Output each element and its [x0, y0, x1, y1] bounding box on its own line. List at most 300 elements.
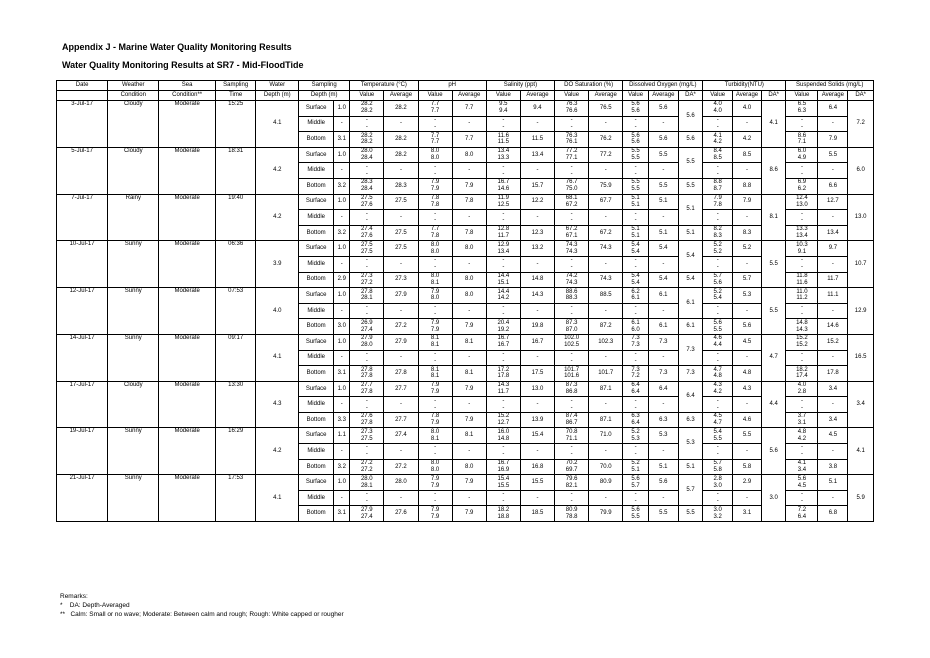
ph-value	[418, 381, 452, 397]
temperature-value	[350, 225, 384, 241]
salinity-value-reading: 11.7	[497, 233, 509, 240]
ph-value	[418, 116, 452, 132]
ph-average: 7.9	[452, 506, 486, 522]
turbidity-value	[703, 132, 733, 148]
suspended-solids-value-reading: 7.1	[797, 139, 807, 146]
sampling-level-cell: Surface	[299, 334, 334, 350]
suspended-solids-value-reading: 6.2	[797, 186, 807, 193]
ph-value-reading: -	[434, 304, 437, 311]
temperature-value	[350, 101, 384, 117]
do-saturation-value	[555, 381, 589, 397]
do-saturation-value-reading: -	[570, 350, 573, 357]
turbidity-value	[703, 163, 733, 179]
sea-condition-cell: Moderate	[159, 334, 216, 381]
temperature-average: -	[384, 116, 418, 132]
suspended-solids-value-reading: 7.2	[797, 506, 807, 513]
dissolved-oxygen-da: 5.5	[678, 147, 703, 178]
sampling-depth-cell: 1.0	[334, 381, 350, 397]
temperature-average: 27.8	[384, 366, 418, 382]
ph-average: 8.1	[452, 366, 486, 382]
turbidity-da: 4.4	[761, 381, 786, 428]
suspended-solids-value-reading: 13.3	[796, 226, 808, 233]
temperature-value	[350, 303, 384, 319]
do-saturation-average: 76.2	[589, 132, 623, 148]
turbidity-value-reading: 5.2	[713, 288, 722, 295]
salinity-value-reading: 14.6	[497, 186, 510, 193]
salinity-value-reading: 12.8	[497, 226, 510, 233]
do-saturation-value-reading: 74.3	[565, 241, 578, 248]
sampling-depth-cell: 1.0	[334, 475, 350, 491]
turbidity-value-reading: 3.0	[713, 482, 722, 489]
turbidity-average: -	[733, 210, 762, 226]
turbidity-average: 4.5	[733, 334, 762, 350]
header-suspended-solids: Suspended Solids (mg/L)	[786, 81, 874, 91]
header-average: Average	[452, 91, 486, 101]
turbidity-value-reading: 2.8	[713, 475, 722, 482]
salinity-value-reading: -	[502, 444, 505, 451]
salinity-value-reading: -	[502, 491, 505, 498]
do-saturation-value-reading: 74.3	[565, 248, 578, 255]
turbidity-value-reading: -	[716, 217, 719, 224]
ph-value	[418, 303, 452, 319]
water-depth-cell: 4.2	[256, 194, 299, 241]
temperature-value	[350, 334, 384, 350]
turbidity-da: 4.7	[761, 334, 786, 381]
salinity-average: -	[520, 163, 554, 179]
do-saturation-value-reading: -	[570, 404, 573, 411]
date-cell: 17-Jul-17	[57, 381, 108, 428]
turbidity-value-reading: -	[716, 257, 719, 264]
temperature-average: 27.5	[384, 241, 418, 257]
sampling-level-cell: Middle	[299, 210, 334, 226]
salinity-value-reading: 17.8	[497, 373, 510, 380]
suspended-solids-value	[786, 272, 818, 288]
dissolved-oxygen-value	[623, 225, 649, 241]
temperature-value	[350, 444, 384, 460]
table-row	[57, 334, 874, 350]
ph-value	[418, 475, 452, 491]
ph-value-reading: 7.9	[430, 475, 440, 482]
salinity-value-reading: -	[502, 498, 505, 505]
temperature-average: 27.6	[384, 506, 418, 522]
ph-value	[418, 241, 452, 257]
ph-value-reading: 7.8	[430, 233, 440, 240]
turbidity-value-reading: 8.4	[713, 148, 722, 155]
suspended-solids-value-reading: -	[800, 397, 803, 404]
turbidity-da: 8.1	[761, 194, 786, 241]
turbidity-average: 4.8	[733, 366, 762, 382]
do-saturation-value-reading: 67.1	[565, 233, 578, 240]
temperature-value	[350, 412, 384, 428]
dissolved-oxygen-da: 5.6	[678, 101, 703, 132]
water-depth-cell: 4.3	[256, 381, 299, 428]
salinity-value-reading: -	[502, 304, 505, 311]
ph-value-reading: -	[434, 491, 437, 498]
turbidity-value-reading: 8.7	[713, 186, 722, 193]
turbidity-average: -	[733, 350, 762, 366]
salinity-value-reading: -	[502, 117, 505, 123]
dissolved-oxygen-da: 6.1	[678, 319, 703, 335]
suspended-solids-value	[786, 334, 818, 350]
sampling-depth-cell: 2.9	[334, 272, 350, 288]
suspended-solids-value-reading: 11.6	[796, 279, 808, 286]
turbidity-value-reading: 4.5	[713, 413, 722, 420]
ph-value-reading: -	[434, 117, 437, 123]
ph-value-reading: -	[434, 498, 437, 505]
turbidity-value-reading: -	[716, 210, 719, 217]
suspended-solids-value	[786, 225, 818, 241]
temperature-value-reading: 28.2	[360, 108, 373, 115]
ph-value-reading: -	[434, 123, 437, 130]
do-saturation-value-reading: 87.3	[565, 382, 578, 389]
turbidity-average: 4.6	[733, 412, 762, 428]
dissolved-oxygen-value-reading: 6.2	[631, 288, 640, 295]
turbidity-value	[703, 241, 733, 257]
turbidity-value-reading: 4.4	[713, 342, 722, 349]
do-saturation-value-reading: -	[570, 357, 573, 364]
salinity-value-reading: 11.7	[497, 388, 509, 395]
ph-average: -	[452, 490, 486, 506]
dissolved-oxygen-da: 5.7	[678, 475, 703, 506]
turbidity-value-reading: 5.6	[713, 319, 722, 326]
dissolved-oxygen-da: 5.1	[678, 194, 703, 225]
salinity-average: -	[520, 397, 554, 413]
temperature-value	[350, 272, 384, 288]
table-row	[57, 381, 874, 397]
salinity-average: 15.7	[520, 178, 554, 194]
salinity-average: -	[520, 256, 554, 272]
do-saturation-value-reading: 102.0	[564, 335, 580, 342]
turbidity-value-reading: 8.5	[713, 155, 722, 162]
temperature-average: 27.7	[384, 412, 418, 428]
salinity-value	[486, 319, 520, 335]
turbidity-value	[703, 350, 733, 366]
table-row	[57, 475, 874, 491]
weather-cell: Sunny	[108, 288, 159, 335]
do-saturation-value-reading: -	[570, 498, 573, 505]
do-saturation-value-reading: 74.2	[565, 272, 578, 279]
ph-average: 7.7	[452, 132, 486, 148]
ph-value	[418, 366, 452, 382]
dissolved-oxygen-da: 5.1	[678, 459, 703, 475]
sampling-level-cell: Bottom	[299, 319, 334, 335]
dissolved-oxygen-value-reading: -	[634, 404, 637, 411]
salinity-value	[486, 288, 520, 304]
header-condition: Condition**	[159, 91, 216, 101]
salinity-value	[486, 366, 520, 382]
salinity-average: 13.9	[520, 412, 554, 428]
salinity-value-reading: 20.4	[497, 319, 510, 326]
suspended-solids-da: 6.0	[848, 147, 874, 194]
ph-value-reading: 8.1	[430, 435, 440, 442]
ph-value-reading: 7.8	[430, 201, 440, 208]
temperature-value-reading: -	[365, 491, 368, 498]
dissolved-oxygen-value-reading: 5.1	[631, 226, 640, 233]
dissolved-oxygen-average: 7.3	[648, 334, 678, 350]
dissolved-oxygen-average: 5.6	[648, 101, 678, 117]
sampling-level-cell: Surface	[299, 241, 334, 257]
ph-value-reading: 8.1	[430, 342, 440, 349]
water-depth-cell: 4.1	[256, 101, 299, 148]
do-saturation-average: 76.5	[589, 101, 623, 117]
header-sampling-time: Sampling	[215, 81, 256, 91]
turbidity-value-reading: 5.2	[713, 248, 722, 255]
header-average: Average	[384, 91, 418, 101]
dissolved-oxygen-value-reading: 5.4	[631, 241, 640, 248]
do-saturation-value-reading: 86.7	[565, 420, 578, 427]
header-dissolved-oxygen: Dissolved Oxygen (mg/L)	[623, 81, 703, 91]
sampling-level-cell: Bottom	[299, 272, 334, 288]
suspended-solids-value-reading: -	[800, 257, 803, 264]
turbidity-value-reading: 5.4	[713, 295, 722, 302]
turbidity-value	[703, 334, 733, 350]
sampling-level-cell: Bottom	[299, 132, 334, 148]
ph-value-reading: 8.0	[430, 272, 440, 279]
suspended-solids-average: -	[818, 397, 848, 413]
dissolved-oxygen-value-reading: 5.1	[631, 201, 640, 208]
dissolved-oxygen-value-reading: 7.3	[631, 335, 640, 342]
salinity-value	[486, 397, 520, 413]
ph-average: 8.0	[452, 147, 486, 163]
dissolved-oxygen-value	[623, 210, 649, 226]
turbidity-value-reading: -	[716, 404, 719, 411]
salinity-value-reading: 17.2	[497, 366, 510, 373]
temperature-value-reading: 27.5	[360, 241, 373, 248]
ph-value-reading: 7.7	[430, 108, 440, 115]
salinity-average: -	[520, 490, 554, 506]
dissolved-oxygen-value-reading: -	[634, 304, 637, 311]
temperature-value-reading: -	[365, 117, 368, 123]
dissolved-oxygen-value	[623, 132, 649, 148]
turbidity-value-reading: 4.2	[713, 388, 722, 395]
do-saturation-value	[555, 288, 589, 304]
salinity-value	[486, 241, 520, 257]
do-saturation-value-reading: -	[570, 311, 573, 318]
salinity-value-reading: 14.3	[497, 382, 510, 389]
ph-value-reading: 8.0	[430, 466, 440, 473]
ph-average: -	[452, 256, 486, 272]
dissolved-oxygen-value	[623, 256, 649, 272]
dissolved-oxygen-average: -	[648, 490, 678, 506]
suspended-solids-value	[786, 303, 818, 319]
dissolved-oxygen-average: 5.1	[648, 225, 678, 241]
ph-value-reading: 7.7	[430, 226, 440, 233]
header-average: Average	[589, 91, 623, 101]
salinity-average: -	[520, 444, 554, 460]
dissolved-oxygen-value-reading: -	[634, 311, 637, 318]
suspended-solids-value-reading: 4.0	[797, 382, 807, 389]
temperature-average: -	[384, 490, 418, 506]
salinity-value-reading: 13.3	[497, 155, 510, 162]
turbidity-value-reading: -	[716, 311, 719, 318]
dissolved-oxygen-value-reading: 6.4	[631, 420, 640, 427]
weather-cell: Sunny	[108, 241, 159, 288]
do-saturation-value-reading: -	[570, 117, 573, 123]
dissolved-oxygen-average: 6.1	[648, 288, 678, 304]
suspended-solids-average: 3.4	[818, 412, 848, 428]
suspended-solids-value	[786, 178, 818, 194]
temperature-value	[350, 256, 384, 272]
suspended-solids-value	[786, 459, 818, 475]
temperature-value	[350, 381, 384, 397]
ph-average: -	[452, 303, 486, 319]
dissolved-oxygen-value-reading: 5.6	[631, 506, 640, 513]
salinity-value-reading: -	[502, 210, 505, 217]
do-saturation-value	[555, 319, 589, 335]
temperature-value	[350, 490, 384, 506]
temperature-value-reading: 27.5	[360, 435, 373, 442]
salinity-value-reading: 14.2	[497, 295, 510, 302]
ph-value-reading: 8.1	[430, 279, 440, 286]
salinity-value-reading: 15.1	[497, 279, 510, 286]
ph-value	[418, 163, 452, 179]
dissolved-oxygen-value-reading: 5.6	[631, 139, 640, 146]
suspended-solids-value-reading: -	[800, 264, 803, 271]
do-saturation-value-reading: 86.8	[565, 388, 578, 395]
turbidity-value-reading: 3.2	[713, 513, 722, 520]
dissolved-oxygen-value-reading: 5.1	[631, 233, 640, 240]
turbidity-average: -	[733, 163, 762, 179]
turbidity-value-reading: -	[716, 491, 719, 498]
ph-value-reading: -	[434, 404, 437, 411]
salinity-value-reading: 9.4	[499, 108, 508, 115]
turbidity-value	[703, 506, 733, 522]
suspended-solids-value	[786, 490, 818, 506]
ph-average: 8.1	[452, 334, 486, 350]
sampling-level-cell: Middle	[299, 444, 334, 460]
suspended-solids-value-reading: -	[800, 170, 803, 177]
suspended-solids-value	[786, 132, 818, 148]
temperature-value-reading: -	[365, 357, 368, 364]
sampling-depth-cell: -	[334, 163, 350, 179]
dissolved-oxygen-value-reading: -	[634, 170, 637, 177]
temperature-value-reading: 27.5	[360, 194, 373, 201]
suspended-solids-value	[786, 163, 818, 179]
sampling-depth-cell: 1.0	[334, 147, 350, 163]
do-saturation-average: 80.9	[589, 475, 623, 491]
suspended-solids-average: 6.6	[818, 178, 848, 194]
sampling-level-cell: Bottom	[299, 459, 334, 475]
dissolved-oxygen-da: 5.4	[678, 272, 703, 288]
suspended-solids-average: -	[818, 256, 848, 272]
do-saturation-value-reading: 78.8	[565, 513, 578, 520]
salinity-value	[486, 444, 520, 460]
suspended-solids-value	[786, 397, 818, 413]
turbidity-average: -	[733, 116, 762, 132]
turbidity-value	[703, 490, 733, 506]
salinity-value	[486, 178, 520, 194]
sea-condition-cell: Moderate	[159, 194, 216, 241]
temperature-average: 27.7	[384, 381, 418, 397]
suspended-solids-average: -	[818, 163, 848, 179]
do-saturation-average: 102.3	[589, 334, 623, 350]
salinity-value	[486, 381, 520, 397]
temperature-average: 28.2	[384, 147, 418, 163]
salinity-value-reading: 12.9	[497, 241, 510, 248]
temperature-value-reading: -	[365, 451, 368, 458]
suspended-solids-value-reading: 4.8	[797, 428, 807, 435]
dissolved-oxygen-value-reading: 5.6	[631, 101, 640, 108]
table-row	[57, 101, 874, 117]
ph-value	[418, 334, 452, 350]
ph-average: 7.8	[452, 225, 486, 241]
ph-value-reading: 8.0	[430, 148, 440, 155]
suspended-solids-value-reading: 15.2	[796, 335, 808, 342]
do-saturation-value-reading: 87.4	[565, 413, 578, 420]
do-saturation-value	[555, 459, 589, 475]
temperature-value-reading: -	[365, 311, 368, 318]
turbidity-value	[703, 412, 733, 428]
suspended-solids-value	[786, 116, 818, 132]
salinity-average: 15.4	[520, 428, 554, 444]
do-saturation-value	[555, 350, 589, 366]
dissolved-oxygen-value-reading: 7.3	[631, 366, 640, 373]
suspended-solids-value	[786, 366, 818, 382]
ph-value-reading: 8.1	[430, 366, 440, 373]
suspended-solids-average: 6.8	[818, 506, 848, 522]
suspended-solids-average: 3.4	[818, 381, 848, 397]
do-saturation-value-reading: 80.9	[565, 506, 578, 513]
weather-cell: Cloudy	[108, 101, 159, 148]
ph-value	[418, 101, 452, 117]
ph-value	[418, 444, 452, 460]
suspended-solids-value	[786, 210, 818, 226]
header-date: Date	[57, 81, 108, 91]
sampling-time-cell: 18:31	[215, 147, 256, 194]
salinity-value-reading: 14.4	[497, 272, 510, 279]
sampling-depth-cell: -	[334, 303, 350, 319]
do-saturation-value	[555, 444, 589, 460]
header-do-saturation: DO Saturation (%)	[555, 81, 623, 91]
dissolved-oxygen-da: 5.5	[678, 178, 703, 194]
water-depth-cell: 4.2	[256, 147, 299, 194]
salinity-value-reading: -	[502, 451, 505, 458]
temperature-value	[350, 147, 384, 163]
suspended-solids-value-reading: 14.8	[796, 319, 808, 326]
suspended-solids-value-reading: 4.2	[797, 435, 807, 442]
do-saturation-average: -	[589, 397, 623, 413]
dissolved-oxygen-value	[623, 101, 649, 117]
dissolved-oxygen-value-reading: 5.6	[631, 475, 640, 482]
sampling-level-cell: Middle	[299, 350, 334, 366]
temperature-value-reading: -	[365, 170, 368, 177]
dissolved-oxygen-da: 6.1	[678, 288, 703, 319]
salinity-value-reading: -	[502, 217, 505, 224]
suspended-solids-value-reading: 4.1	[797, 460, 807, 467]
temperature-value-reading: 28.4	[360, 155, 373, 162]
temperature-value-reading: 27.2	[360, 466, 373, 473]
dissolved-oxygen-value-reading: -	[634, 217, 637, 224]
dissolved-oxygen-value-reading: -	[634, 264, 637, 271]
salinity-value-reading: -	[502, 123, 505, 130]
ph-value-reading: -	[434, 210, 437, 217]
salinity-value	[486, 272, 520, 288]
suspended-solids-value-reading: 8.6	[797, 132, 807, 139]
temperature-value-reading: -	[365, 210, 368, 217]
temperature-average: -	[384, 350, 418, 366]
turbidity-average: 5.3	[733, 288, 762, 304]
temperature-value-reading: 27.8	[360, 366, 373, 373]
ph-value	[418, 194, 452, 210]
sea-condition-cell: Moderate	[159, 147, 216, 194]
do-saturation-average: -	[589, 350, 623, 366]
do-saturation-value-reading: 76.3	[565, 132, 578, 139]
turbidity-da: 8.6	[761, 147, 786, 194]
turbidity-value-reading: 5.5	[713, 326, 722, 333]
do-saturation-value-reading: -	[570, 170, 573, 177]
ph-value-reading: 7.9	[430, 186, 440, 193]
dissolved-oxygen-value-reading: -	[634, 117, 637, 123]
